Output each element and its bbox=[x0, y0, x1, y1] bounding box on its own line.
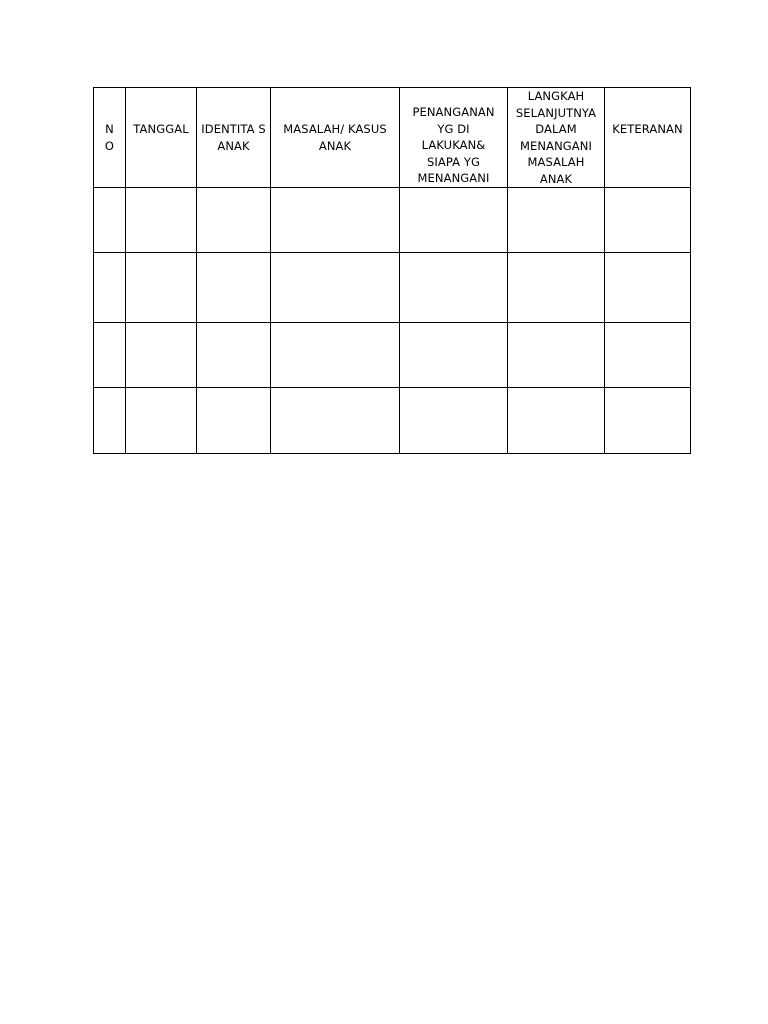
table-cell[interactable] bbox=[94, 388, 126, 454]
table-cell[interactable] bbox=[400, 323, 508, 388]
table-cell[interactable] bbox=[94, 188, 126, 253]
table-cell[interactable] bbox=[94, 323, 126, 388]
header-langkah-selanjutnya: LANGKAH SELANJUTNYA DALAM MENANGANI MASALAH ANAK bbox=[508, 88, 605, 188]
table-cell[interactable] bbox=[605, 388, 691, 454]
table-cell[interactable] bbox=[508, 388, 605, 454]
table-cell[interactable] bbox=[400, 388, 508, 454]
table-cell[interactable] bbox=[197, 253, 271, 323]
table-cell[interactable] bbox=[605, 323, 691, 388]
table-cell[interactable] bbox=[271, 188, 400, 253]
table-row bbox=[94, 323, 691, 388]
header-penanganan: PENANGANAN YG DI LAKUKAN& SIAPA YG MENANGANI bbox=[400, 88, 508, 188]
table-cell[interactable] bbox=[605, 253, 691, 323]
table-cell[interactable] bbox=[126, 188, 197, 253]
table-cell[interactable] bbox=[94, 253, 126, 323]
header-masalah-kasus-anak: MASALAH/ KASUS ANAK bbox=[271, 88, 400, 188]
table-cell[interactable] bbox=[126, 388, 197, 454]
table-cell[interactable] bbox=[271, 388, 400, 454]
table-cell[interactable] bbox=[508, 188, 605, 253]
table-cell[interactable] bbox=[605, 188, 691, 253]
table-cell[interactable] bbox=[126, 323, 197, 388]
table-row bbox=[94, 188, 691, 253]
table-cell[interactable] bbox=[197, 388, 271, 454]
header-keteranan: KETERANAN bbox=[605, 88, 691, 188]
table-row bbox=[94, 388, 691, 454]
table-cell[interactable] bbox=[197, 188, 271, 253]
header-tanggal: TANGGAL bbox=[126, 88, 197, 188]
table-row bbox=[94, 253, 691, 323]
table-cell[interactable] bbox=[400, 253, 508, 323]
header-identitas-anak: IDENTITA S ANAK bbox=[197, 88, 271, 188]
table-cell[interactable] bbox=[197, 323, 271, 388]
header-no: N O bbox=[94, 88, 126, 188]
table-cell[interactable] bbox=[400, 188, 508, 253]
table-cell[interactable] bbox=[508, 253, 605, 323]
case-log-table bbox=[93, 87, 691, 454]
table-cell[interactable] bbox=[271, 323, 400, 388]
table-cell[interactable] bbox=[271, 253, 400, 323]
table-cell[interactable] bbox=[508, 323, 605, 388]
table-header-row bbox=[94, 88, 691, 188]
table-cell[interactable] bbox=[126, 253, 197, 323]
